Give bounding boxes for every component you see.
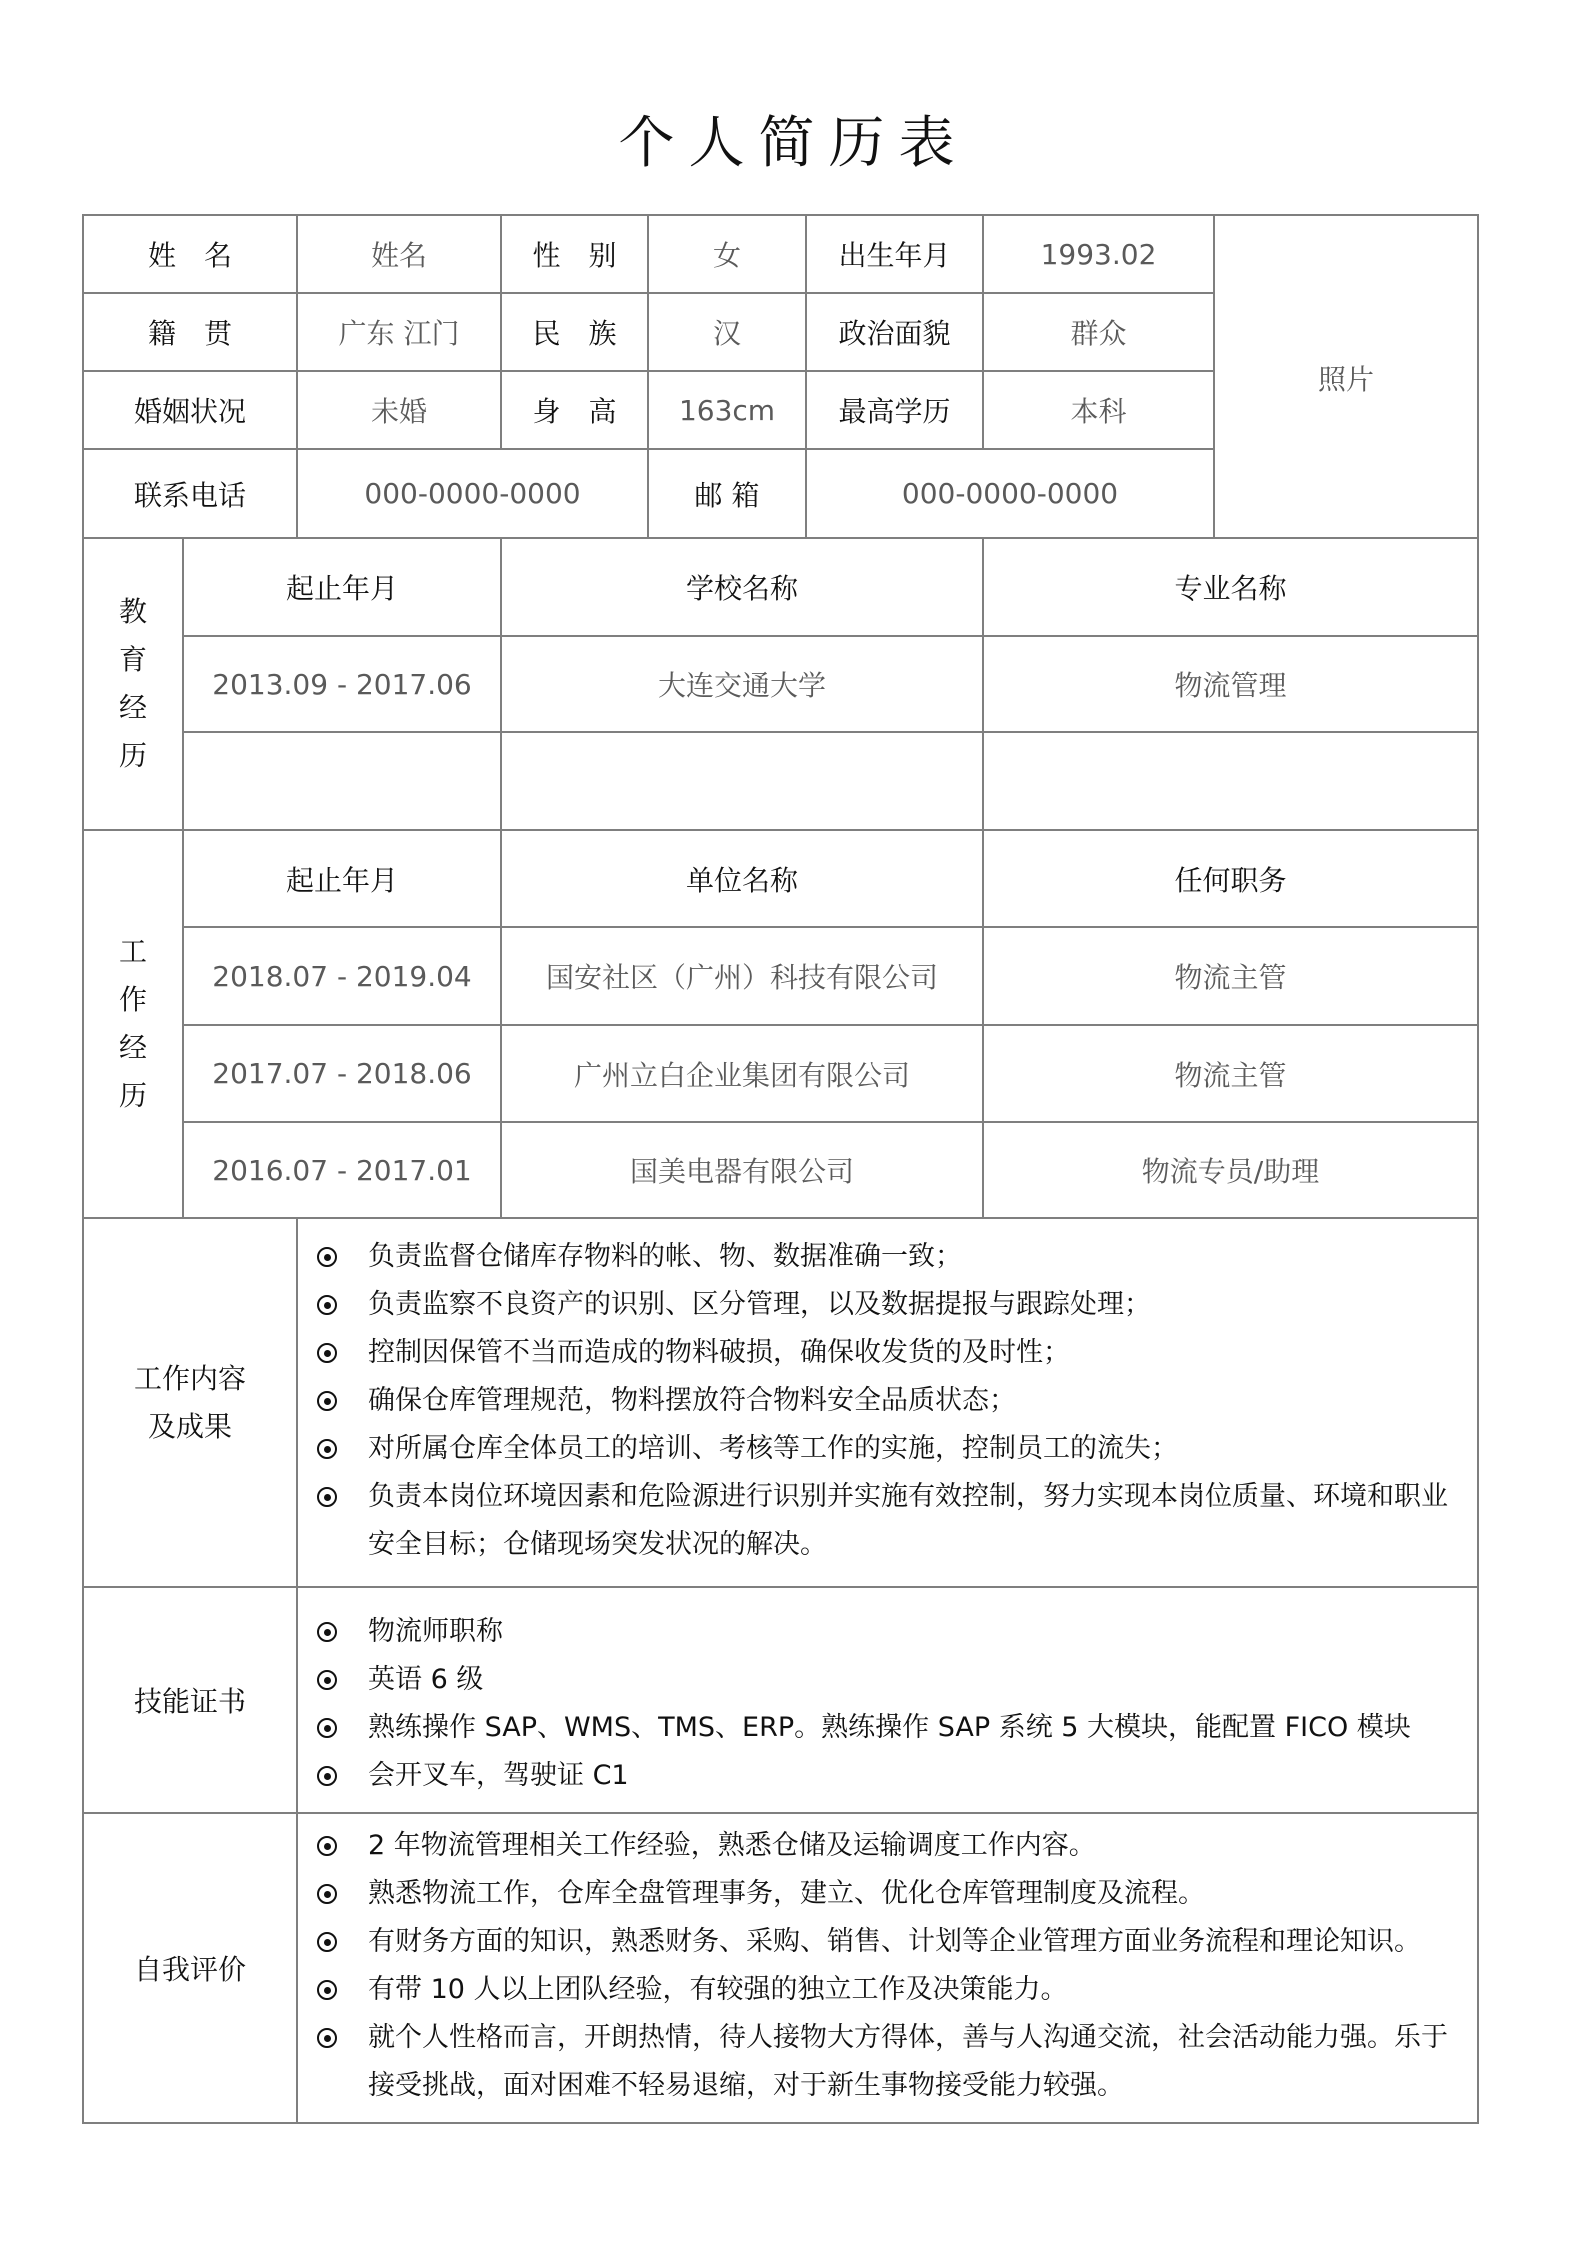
list-item bbox=[298, 1233, 1467, 1281]
work-content-list bbox=[296, 1217, 1479, 1588]
list-item-text: 确保仓库管理规范，物料摆放符合物料安全品质状态； bbox=[368, 1385, 1016, 1416]
work-row-period[interactable]: 2018.07 - 2019.04 bbox=[182, 926, 502, 1026]
work-row-position[interactable]: 物流专员/助理 bbox=[982, 1121, 1479, 1219]
work-row-company[interactable]: 广州立白企业集团有限公司 bbox=[500, 1024, 984, 1123]
list-item-text: 有财务方面的知识，熟悉财务、采购、销售、计划等企业管理方面业务流程和理论知识。 bbox=[368, 1926, 1421, 1957]
native-place-value[interactable]: 广东 江门 bbox=[296, 292, 502, 372]
education-row-school-empty[interactable] bbox=[500, 731, 984, 831]
list-item bbox=[298, 1377, 1467, 1425]
work-row-position[interactable]: 物流主管 bbox=[982, 926, 1479, 1026]
marital-status-label: 婚姻状况 bbox=[82, 370, 298, 450]
education-label-char: 经 bbox=[118, 691, 147, 724]
list-item bbox=[298, 1918, 1467, 1966]
bullet-icon bbox=[312, 1329, 342, 1377]
skills-label: 技能证书 bbox=[82, 1586, 298, 1814]
bullet-icon bbox=[312, 1704, 342, 1752]
list-item-text: 2 年物流管理相关工作经验，熟悉仓储及运输调度工作内容。 bbox=[368, 1830, 1096, 1861]
skills-list bbox=[296, 1586, 1479, 1814]
photo-placeholder[interactable] bbox=[1213, 214, 1479, 539]
list-item-text: 熟悉物流工作，仓库全盘管理事务，建立、优化仓库管理制度及流程。 bbox=[368, 1878, 1205, 1909]
bullet-icon bbox=[312, 1966, 342, 2014]
birth-value[interactable]: 1993.02 bbox=[982, 214, 1215, 294]
gender-label: 性 别 bbox=[500, 214, 649, 294]
education-label-char: 历 bbox=[118, 739, 147, 772]
list-item bbox=[298, 1473, 1467, 1569]
education-row-major[interactable]: 物流管理 bbox=[982, 635, 1479, 733]
bullet-icon bbox=[312, 1608, 342, 1656]
bullet-icon bbox=[312, 1918, 342, 1966]
education-row-major-empty[interactable] bbox=[982, 731, 1479, 831]
work-label-char: 历 bbox=[118, 1079, 147, 1112]
list-item-text: 有带 10 人以上团队经验，有较强的独立工作及决策能力。 bbox=[368, 1974, 1068, 2005]
degree-label: 最高学历 bbox=[805, 370, 984, 450]
list-item bbox=[298, 2014, 1467, 2110]
education-label-char: 育 bbox=[118, 643, 147, 676]
work-content-label bbox=[82, 1217, 298, 1588]
work-row-period[interactable]: 2016.07 - 2017.01 bbox=[182, 1121, 502, 1219]
bullet-icon bbox=[312, 1425, 342, 1473]
ethnicity-value[interactable]: 汉 bbox=[647, 292, 807, 372]
education-row-period-empty[interactable] bbox=[182, 731, 502, 831]
list-item-text: 负责本岗位环境因素和危险源进行识别并实施有效控制，努力实现本岗位质量、环境和职业安全目标；仓储现场突发状况的解决。 bbox=[368, 1481, 1448, 1560]
education-row-school[interactable]: 大连交通大学 bbox=[500, 635, 984, 733]
bullet-icon bbox=[312, 1281, 342, 1329]
list-item bbox=[298, 1966, 1467, 2014]
work-row-company[interactable]: 国安社区（广州）科技有限公司 bbox=[500, 926, 984, 1026]
list-item bbox=[298, 1752, 1467, 1800]
education-section-label bbox=[82, 537, 184, 831]
list-item-text: 负责监督仓储库存物料的帐、物、数据准确一致； bbox=[368, 1241, 962, 1272]
work-section-label bbox=[82, 829, 184, 1219]
education-header-school: 学校名称 bbox=[500, 537, 984, 637]
list-item bbox=[298, 1656, 1467, 1704]
education-header-major: 专业名称 bbox=[982, 537, 1479, 637]
work-header-period: 起止年月 bbox=[182, 829, 502, 928]
degree-value[interactable]: 本科 bbox=[982, 370, 1215, 450]
list-item bbox=[298, 1870, 1467, 1918]
work-label-char: 作 bbox=[118, 983, 147, 1016]
bullet-icon bbox=[312, 1233, 342, 1281]
self-evaluation-list bbox=[296, 1812, 1479, 2124]
phone-value[interactable]: 000-0000-0000 bbox=[296, 448, 649, 539]
name-value[interactable]: 姓名 bbox=[296, 214, 502, 294]
bullet-icon bbox=[312, 1377, 342, 1425]
list-item-text: 熟练操作 SAP、WMS、TMS、ERP。熟练操作 SAP 系统 5 大模块，能配置 FICO 模块 bbox=[368, 1712, 1411, 1743]
list-item bbox=[298, 1281, 1467, 1329]
list-item-text: 负责监察不良资产的识别、区分管理，以及数据提报与跟踪处理； bbox=[368, 1289, 1151, 1320]
photo-label: 照片 bbox=[1317, 363, 1374, 396]
height-label: 身 高 bbox=[500, 370, 649, 450]
name-label: 姓 名 bbox=[82, 214, 298, 294]
list-item-text: 控制因保管不当而造成的物料破损，确保收发货的及时性； bbox=[368, 1337, 1070, 1368]
height-value[interactable]: 163cm bbox=[647, 370, 807, 450]
native-place-label: 籍 贯 bbox=[82, 292, 298, 372]
list-item-text: 就个人性格而言，开朗热情，待人接物大方得体，善与人沟通交流，社会活动能力强。乐于接受挑战，面对困难不轻易退缩，对于新生事物接受能力较强。 bbox=[368, 2022, 1448, 2101]
page-title: 个人简历表 bbox=[618, 111, 969, 176]
ethnicity-label: 民 族 bbox=[500, 292, 649, 372]
bullet-icon bbox=[312, 1822, 342, 1870]
list-item-text: 对所属仓库全体员工的培训、考核等工作的实施，控制员工的流失； bbox=[368, 1433, 1178, 1464]
education-row-period[interactable]: 2013.09 - 2017.06 bbox=[182, 635, 502, 733]
bullet-icon bbox=[312, 1870, 342, 1918]
list-item-text: 物流师职称 bbox=[368, 1616, 503, 1647]
list-item bbox=[298, 1329, 1467, 1377]
list-item bbox=[298, 1608, 1467, 1656]
work-content-label-line: 工作内容 bbox=[133, 1361, 246, 1395]
self-evaluation-label: 自我评价 bbox=[82, 1812, 298, 2124]
bullet-icon bbox=[312, 1656, 342, 1704]
work-header-position: 任何职务 bbox=[982, 829, 1479, 928]
work-row-company[interactable]: 国美电器有限公司 bbox=[500, 1121, 984, 1219]
bullet-icon bbox=[312, 1752, 342, 1800]
education-header-period: 起止年月 bbox=[182, 537, 502, 637]
phone-label: 联系电话 bbox=[82, 448, 298, 539]
list-item-text: 会开叉车，驾驶证 C1 bbox=[368, 1760, 629, 1791]
list-item bbox=[298, 1822, 1467, 1870]
email-label: 邮 箱 bbox=[647, 448, 807, 539]
education-label-char: 教 bbox=[118, 595, 147, 628]
work-header-company: 单位名称 bbox=[500, 829, 984, 928]
political-status-value[interactable]: 群众 bbox=[982, 292, 1215, 372]
work-label-char: 工 bbox=[118, 935, 147, 968]
gender-value[interactable]: 女 bbox=[647, 214, 807, 294]
work-label-char: 经 bbox=[118, 1031, 147, 1064]
marital-status-value[interactable]: 未婚 bbox=[296, 370, 502, 450]
bullet-icon bbox=[312, 2014, 342, 2062]
list-item-text: 英语 6 级 bbox=[368, 1664, 484, 1695]
work-row-period[interactable]: 2017.07 - 2018.06 bbox=[182, 1024, 502, 1123]
work-row-position[interactable]: 物流主管 bbox=[982, 1024, 1479, 1123]
list-item bbox=[298, 1704, 1467, 1752]
list-item bbox=[298, 1425, 1467, 1473]
work-content-label-line: 及成果 bbox=[147, 1409, 232, 1443]
bullet-icon bbox=[312, 1473, 342, 1521]
email-value[interactable]: 000-0000-0000 bbox=[805, 448, 1215, 539]
political-status-label: 政治面貌 bbox=[805, 292, 984, 372]
birth-label: 出生年月 bbox=[805, 214, 984, 294]
